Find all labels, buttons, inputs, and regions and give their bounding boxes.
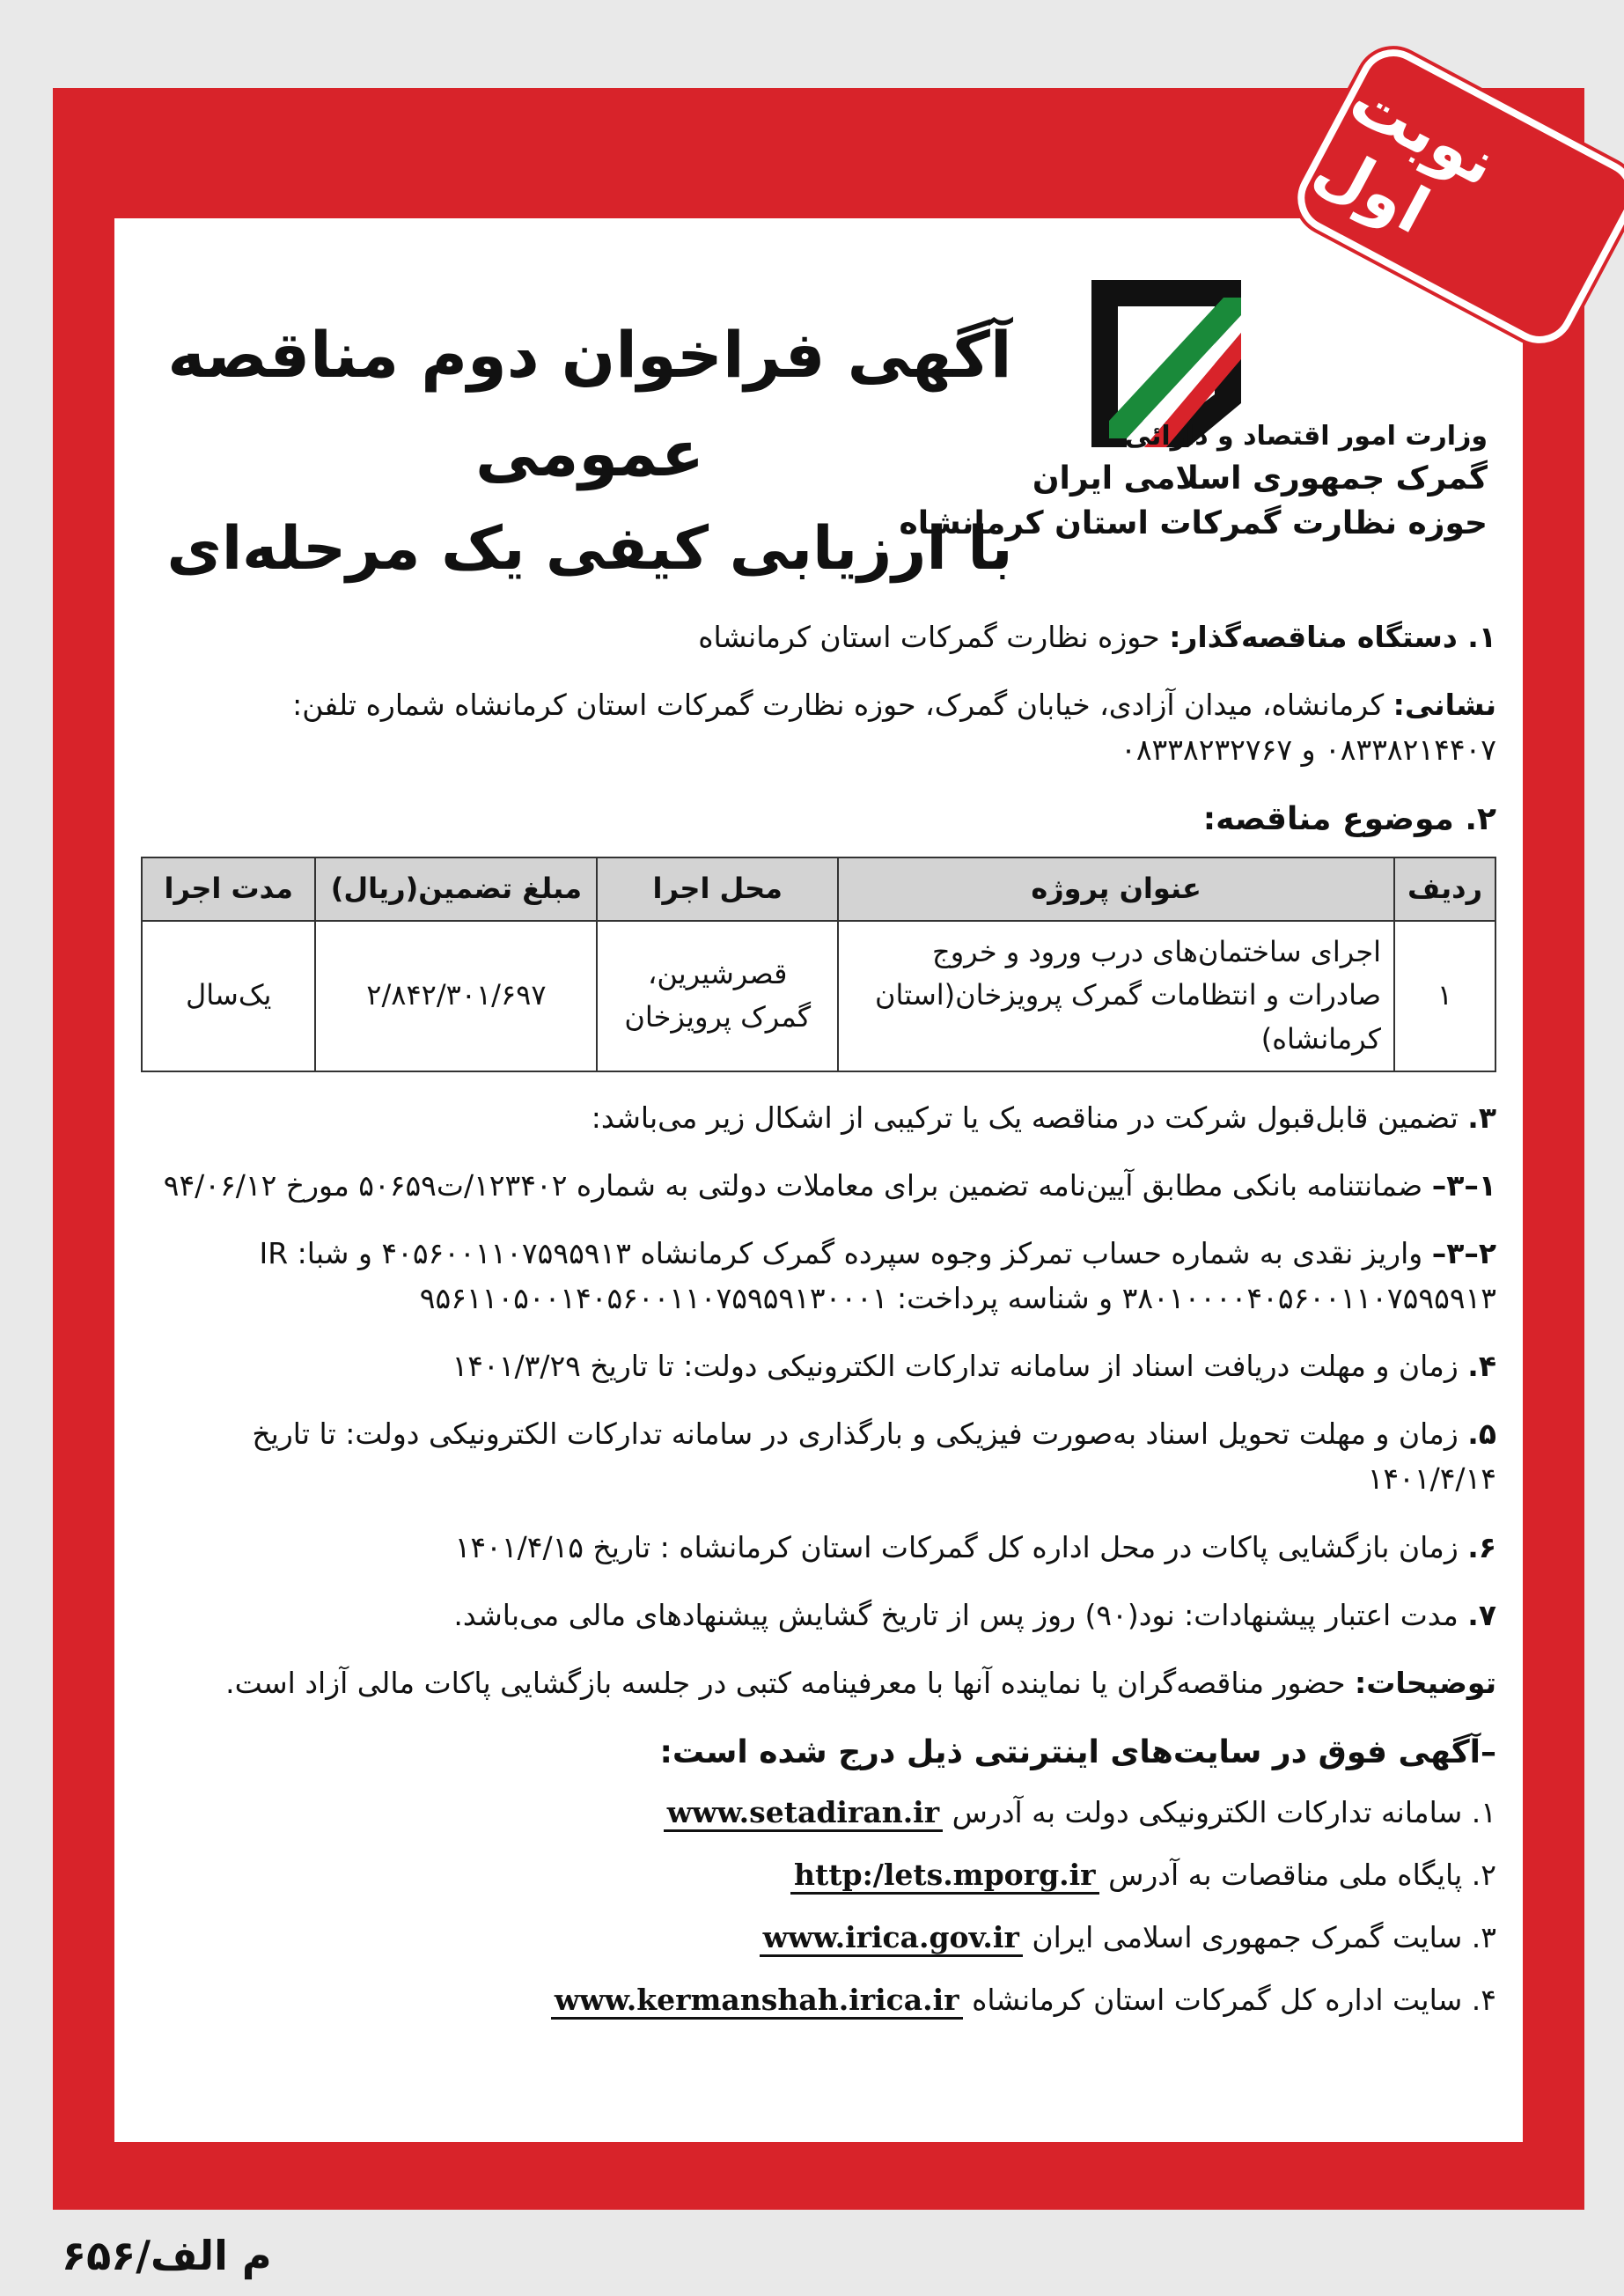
header-project-title: عنوان پروژه	[838, 857, 1394, 921]
header-row-number: ردیف	[1394, 857, 1495, 921]
ministry-name: وزارت امور اقتصاد و دارائی	[1124, 421, 1488, 452]
section-3	[141, 1095, 1496, 1140]
section-7	[141, 1593, 1496, 1637]
badge-text: نوبت اول	[1303, 63, 1510, 248]
section-5-label: ۵.	[1467, 1417, 1496, 1452]
section-4	[141, 1343, 1496, 1388]
section-3-2-value: واریز نقدی به شماره حساب تمرکز وجوه سپرده گمرک کرمانشاه ۴۰۵۶۰۰۱۱۰۷۵۹۵۹۱۳ و شبا: IR ۳۸۰۱۰۰۰۰۴۰۵۶۰۰۱۱۰۷۵۹۵۹۱۳ و شناسه پرداخت: ۹۵۶۱۱۰۵۰۰۱۴۰۵۶۰۰۱۱۰۷۵۹۵۹۱۳۰۰۰۱	[259, 1235, 1496, 1316]
section-7-label: ۷.	[1467, 1597, 1496, 1632]
project-table	[141, 857, 1496, 1071]
cell-row-number: ۱	[1394, 921, 1495, 1071]
site-text: ۳. سایت گمرک جمهوری اسلامی ایران	[1032, 1920, 1496, 1955]
table-row	[142, 921, 1495, 1071]
table-header-row	[142, 857, 1495, 921]
section-6-label: ۶.	[1467, 1529, 1496, 1564]
notes	[141, 1660, 1496, 1705]
site-url-link[interactable]: www.irica.gov.ir	[760, 1920, 1023, 1957]
address	[141, 682, 1496, 772]
zone-name: حوزه نظارت گمرکات استان کرمانشاه	[899, 505, 1488, 541]
section-7-value: مدت اعتبار پیشنهادات: نود(۹۰) روز پس از تاریخ گشایش پیشنهادهای مالی می‌باشد.	[453, 1597, 1459, 1632]
section-3-value: تضمین قابل‌قبول شرکت در مناقصه یک یا ترکیبی از اشکال زیر می‌باشد:	[591, 1100, 1459, 1135]
section-3-1-value: ضمانتنامه بانکی مطابق آیین‌نامه تضمین برای معاملات دولتی به شماره ۱۲۳۴۰۲/ت۵۰۶۵۹ مورخ ۹۴/۰۶/۱۲	[163, 1167, 1423, 1203]
site-text: ۲. پایگاه ملی مناقصات به آدرس	[1108, 1857, 1496, 1892]
section-1-label: ۱. دستگاه مناقصه‌گذار:	[1169, 620, 1496, 654]
cell-location: قصرشیرین، گمرک پرویزخان	[597, 921, 838, 1071]
cell-project-title: اجرای ساختمان‌های درب ورود و خروج صادرات و انتظامات گمرک پرویزخان(استان کرمانشاه)	[838, 921, 1394, 1071]
cell-guarantee: ۲/۸۴۲/۳۰۱/۶۹۷	[315, 921, 597, 1071]
header-guarantee: مبلغ تضمین(ریال)	[315, 857, 597, 921]
section-4-value: زمان و مهلت دریافت اسناد از سامانه تدارکات الکترونیکی دولت: تا تاریخ ۱۴۰۱/۳/۲۹	[452, 1349, 1459, 1384]
section-3-label: ۳.	[1467, 1100, 1496, 1135]
cell-duration: یک‌سال	[142, 921, 315, 1071]
section-5	[141, 1411, 1496, 1501]
list-item	[141, 1790, 1496, 1835]
header-location: محل اجرا	[597, 857, 838, 921]
announcement-body	[141, 614, 1496, 2040]
section-3-2	[141, 1231, 1496, 1321]
site-url-link[interactable]: www.setadiran.ir	[664, 1795, 943, 1832]
site-url-link[interactable]: http:/lets.mporg.ir	[790, 1858, 1099, 1895]
section-3-1-label: ۱–۳–	[1431, 1167, 1496, 1203]
announcement-title	[141, 306, 1039, 596]
notes-value: حضور مناقصه‌گران یا نماینده آنها با معرفینامه کتبی در جلسه بازگشایی پاکات مالی آزاد است.	[225, 1665, 1346, 1700]
footer-code: م الف/۶۵۶	[62, 2232, 272, 2279]
site-url-link[interactable]: www.kermanshah.irica.ir	[551, 1983, 963, 2020]
section-1-value: حوزه نظارت گمرکات استان کرمانشاه	[698, 620, 1160, 654]
section-3-1	[141, 1163, 1496, 1208]
address-value: کرمانشاه، میدان آزادی، خیابان گمرک، حوزه نظارت گمرکات استان کرمانشاه شماره تلفن: ۰۸۳۳۸۲۱۴۴۰۷ و ۰۸۳۳۸۲۳۲۷۶۷	[292, 688, 1496, 768]
list-item	[141, 1977, 1496, 2022]
section-3-2-label: ۲–۳–	[1431, 1235, 1496, 1270]
title-line-1: آگهی فراخوان دوم مناقصه عمومی	[167, 318, 1012, 490]
sites-title: –آگهی فوق در سایت‌های اینترنتی ذیل درج شده است:	[659, 1734, 1496, 1770]
notes-label: توضیحات:	[1355, 1665, 1496, 1700]
sites-list	[141, 1790, 1496, 2023]
title-line-2: با ارزیابی کیفی یک مرحله‌ای	[166, 514, 1013, 585]
header-duration: مدت اجرا	[142, 857, 315, 921]
section-6-value: زمان بازگشایی پاکات در محل اداره کل گمرکات استان کرمانشاه : تاریخ ۱۴۰۱/۴/۱۵	[454, 1529, 1459, 1564]
section-5-value: زمان و مهلت تحویل اسناد به‌صورت فیزیکی و بارگذاری در سامانه تدارکات الکترونیکی دولت: تا تاریخ ۱۴۰۱/۴/۱۴	[252, 1417, 1496, 1497]
section-4-label: ۴.	[1467, 1349, 1496, 1384]
section-6	[141, 1525, 1496, 1570]
announcement-paper	[114, 218, 1523, 2142]
site-text: ۱. سامانه تدارکات الکترونیکی دولت به آدرس	[952, 1794, 1496, 1829]
customs-name: گمرک جمهوری اسلامی ایران	[1032, 460, 1488, 497]
list-item	[141, 1915, 1496, 1960]
site-text: ۴. سایت اداره کل گمرکات استان کرمانشاه	[972, 1983, 1496, 2018]
section-1	[141, 614, 1496, 659]
list-item	[141, 1852, 1496, 1897]
section-2-title: ۲. موضوع مناقصه:	[1202, 801, 1496, 838]
address-label: نشانی:	[1393, 688, 1496, 723]
